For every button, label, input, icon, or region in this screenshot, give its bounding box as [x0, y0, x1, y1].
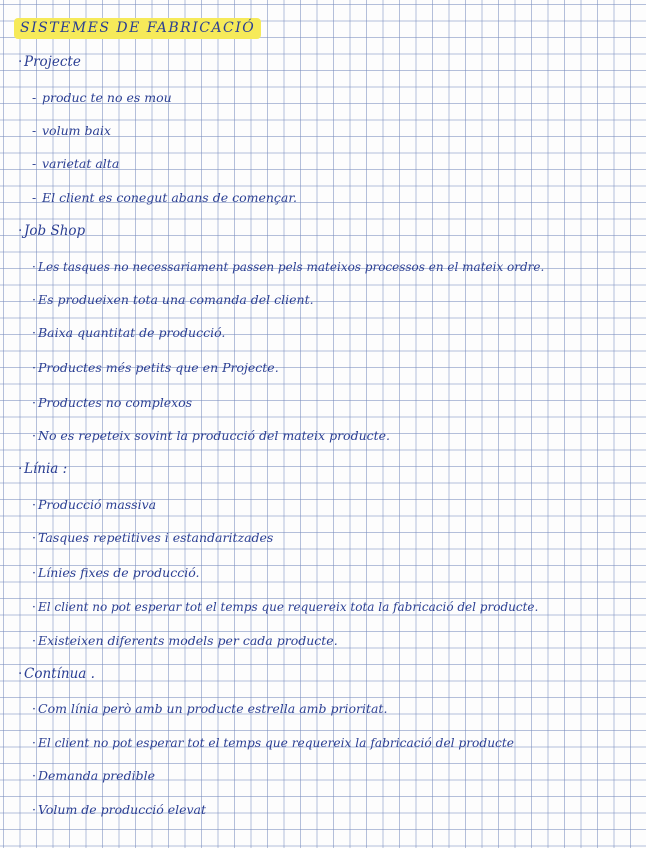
bullet: · [18, 461, 23, 477]
list-item [32, 767, 155, 785]
item-text: Com línia però amb un producte estrella amb prioritat. [38, 701, 388, 716]
list-item [32, 324, 225, 342]
bullet: · [32, 530, 36, 545]
list-item [32, 564, 200, 582]
list-item [32, 427, 390, 445]
page-title: SISTEMES DE FABRICACIÓ [14, 18, 261, 39]
item-text: Productes no complexos [38, 395, 193, 410]
list-item [32, 122, 111, 140]
dash-bullet: - [32, 190, 37, 205]
item-text: Tasques repetitives i estandaritzades [38, 530, 274, 545]
list-item [32, 359, 279, 377]
item-text: El client no pot esperar tot el temps que requereix la fabricació del producte [38, 736, 514, 750]
list-item [32, 258, 544, 276]
list-item [32, 801, 206, 819]
item-text: varietat alta [42, 156, 120, 171]
dash-bullet: - [32, 123, 37, 138]
heading-text: Contínua . [24, 666, 95, 682]
heading-text: Línia : [24, 461, 68, 477]
bullet: · [32, 633, 36, 648]
list-item [32, 632, 338, 650]
bullet: · [32, 260, 36, 274]
bullet: · [32, 736, 36, 750]
heading-text: Job Shop [24, 223, 86, 239]
list-item [32, 529, 273, 547]
bullet: · [32, 600, 36, 614]
section-heading-job-shop [18, 222, 85, 240]
bullet: · [18, 54, 23, 70]
section-heading-linia [18, 460, 67, 478]
item-text: Demanda predible [38, 768, 155, 783]
list-item [32, 291, 314, 309]
bullet: · [32, 395, 36, 410]
bullet: · [32, 768, 36, 783]
item-text: Existeixen diferents models per cada producte. [38, 633, 338, 648]
list-item [32, 155, 119, 173]
list-item [32, 394, 192, 412]
list-item [32, 496, 156, 514]
item-text: El client no pot esperar tot el temps que requereix tota la fabricació del producte. [38, 600, 539, 614]
item-text: volum baix [42, 123, 111, 138]
bullet: · [18, 666, 23, 682]
list-item [32, 189, 297, 207]
item-text: Baixa quantitat de producció. [38, 325, 226, 340]
dash-bullet: - [32, 90, 37, 105]
bullet: · [32, 497, 36, 512]
bullet: · [32, 565, 36, 580]
bullet: · [32, 701, 36, 716]
list-item [32, 734, 514, 752]
list-item [32, 89, 172, 107]
item-text: No es repeteix sovint la producció del mateix producte. [38, 428, 391, 443]
bullet: · [32, 292, 36, 307]
item-text: Producció massiva [38, 497, 157, 512]
list-item [32, 700, 387, 718]
item-text: Productes més petits que en Projecte. [38, 360, 279, 375]
section-heading-continua [18, 665, 95, 683]
item-text: El client es conegut abans de començar. [42, 190, 297, 205]
item-text: Volum de producció elevat [38, 802, 207, 817]
bullet: · [32, 360, 36, 375]
bullet: · [32, 428, 36, 443]
item-text: Es produeixen tota una comanda del client. [38, 292, 314, 307]
heading-text: Projecte [24, 54, 81, 70]
bullet: · [18, 223, 23, 239]
section-heading-projecte [18, 53, 81, 71]
item-text: produc te no es mou [42, 90, 172, 105]
bullet: · [32, 802, 36, 817]
dash-bullet: - [32, 156, 37, 171]
item-text: Línies fixes de producció. [38, 565, 200, 580]
bullet: · [32, 325, 36, 340]
item-text: Les tasques no necessariament passen pels mateixos processos en el mateix ordre. [38, 260, 545, 274]
list-item [32, 598, 538, 616]
